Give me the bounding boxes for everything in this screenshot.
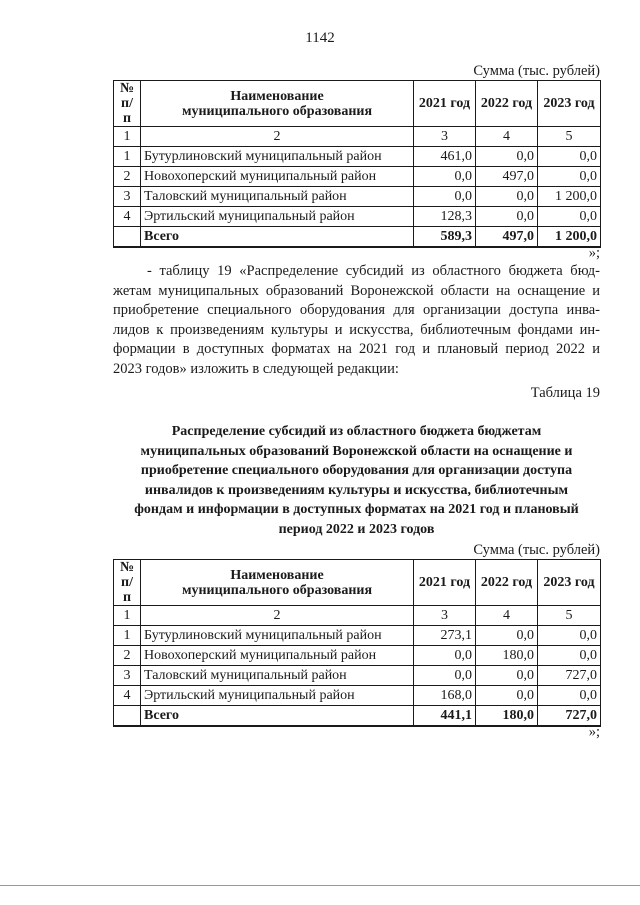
table2: [113, 559, 601, 727]
title-line: фондам и информации в доступных форматах на 2021 год и плановый: [134, 502, 579, 517]
table1-header-row: [114, 81, 601, 127]
value-2022: 0,0: [476, 207, 538, 227]
value-2021: 0,0: [414, 666, 476, 686]
total-empty-cell: [114, 706, 141, 727]
municipality-name: Бутурлиновский муниципальный район: [141, 147, 414, 167]
row-number: 3: [114, 666, 141, 686]
total-empty-cell: [114, 227, 141, 248]
header-name-line2: муниципального образования: [181, 103, 373, 119]
total-row: [114, 227, 601, 248]
total-row: [114, 706, 601, 727]
value-2021: 168,0: [414, 686, 476, 706]
municipality-name: Новохоперский муниципальный район: [141, 167, 414, 187]
title-line: период 2022 и 2023 годов: [278, 521, 435, 537]
value-2021: 0,0: [414, 187, 476, 207]
total-2021: 589,3: [414, 227, 476, 248]
header-no: № п/п: [114, 81, 141, 127]
row-number: 1: [114, 626, 141, 646]
municipality-name: Эртильский муниципальный район: [141, 686, 414, 706]
index-cell: 2: [141, 606, 414, 626]
value-2023: 0,0: [538, 626, 601, 646]
row-number: 3: [114, 187, 141, 207]
total-2022: 497,0: [476, 227, 538, 248]
total-2021: 441,1: [414, 706, 476, 727]
municipality-name: Таловский муниципальный район: [141, 666, 414, 686]
municipality-name: Эртильский муниципальный район: [141, 207, 414, 227]
index-cell: 5: [538, 127, 601, 147]
value-2022: 0,0: [476, 626, 538, 646]
table-row: [114, 207, 601, 227]
header-name: [141, 81, 414, 127]
index-cell: 4: [476, 127, 538, 147]
header-name: [141, 560, 414, 606]
table1-index-row: [114, 127, 601, 147]
table-title: [113, 422, 600, 539]
table2-closing-quote: »;: [588, 724, 600, 740]
total-2022: 180,0: [476, 706, 538, 727]
paragraph-line: формации в доступных форматах на 2021 год и плановый период 2022 и: [113, 341, 600, 358]
header-2022: 2022 год: [476, 81, 538, 127]
table-label: Таблица 19: [530, 385, 600, 401]
municipality-name: Таловский муниципальный район: [141, 187, 414, 207]
table-row: [114, 187, 601, 207]
municipality-name: Бутурлиновский муниципальный район: [141, 626, 414, 646]
value-2023: 0,0: [538, 207, 601, 227]
value-2021: 273,1: [414, 626, 476, 646]
total-2023: 727,0: [538, 706, 601, 727]
table-row: [114, 666, 601, 686]
value-2023: 0,0: [538, 686, 601, 706]
row-number: 2: [114, 646, 141, 666]
table1-closing-quote: »;: [588, 245, 600, 261]
total-label: Всего: [141, 227, 414, 248]
value-2021: 461,0: [414, 147, 476, 167]
row-number: 1: [114, 147, 141, 167]
header-2023: 2023 год: [538, 81, 601, 127]
page-number: 1142: [305, 30, 335, 46]
title-line: приобретение специального оборудования для организации доступа: [140, 463, 573, 478]
header-2022: 2022 год: [476, 560, 538, 606]
table-row: [114, 167, 601, 187]
paragraph-line: лидов к произведениям культуры и искусства, библиотечным фондами ин-: [113, 321, 600, 338]
value-2022: 0,0: [476, 666, 538, 686]
table2-header-row: [114, 560, 601, 606]
index-cell: 4: [476, 606, 538, 626]
header-2021: 2021 год: [414, 560, 476, 606]
value-2023: 727,0: [538, 666, 601, 686]
table-row: [114, 147, 601, 167]
bottom-divider: [0, 885, 640, 886]
value-2022: 0,0: [476, 147, 538, 167]
header-2023: 2023 год: [538, 560, 601, 606]
value-2022: 0,0: [476, 686, 538, 706]
table1: [113, 80, 601, 248]
index-cell: 2: [141, 127, 414, 147]
table1-unit-caption: Сумма (тыс. рублей): [473, 63, 600, 79]
paragraph-line: - таблицу 19 «Распределение субсидий из областного бюджета бюд-: [147, 263, 600, 279]
value-2023: 0,0: [538, 167, 601, 187]
index-cell: 3: [414, 606, 476, 626]
table-row: [114, 646, 601, 666]
paragraph-line: приобретение специального оборудования для организации доступа инва-: [113, 302, 600, 319]
index-cell: 1: [114, 127, 141, 147]
value-2021: 128,3: [414, 207, 476, 227]
value-2023: 0,0: [538, 147, 601, 167]
value-2021: 0,0: [414, 646, 476, 666]
title-line: муниципальных образований Воронежской области на оснащение и: [140, 443, 573, 459]
table2-index-row: [114, 606, 601, 626]
index-cell: 5: [538, 606, 601, 626]
header-no: № п/п: [114, 560, 141, 606]
title-line: Распределение субсидий из областного бюджета бюджетам: [171, 424, 542, 439]
value-2022: 497,0: [476, 167, 538, 187]
total-label: Всего: [141, 706, 414, 727]
value-2023: 1 200,0: [538, 187, 601, 207]
value-2021: 0,0: [414, 167, 476, 187]
row-number: 2: [114, 167, 141, 187]
index-cell: 3: [414, 127, 476, 147]
table2-unit-caption: Сумма (тыс. рублей): [473, 542, 600, 558]
header-name-line1: Наименование: [230, 88, 324, 104]
table-row: [114, 686, 601, 706]
row-number: 4: [114, 686, 141, 706]
row-number: 4: [114, 207, 141, 227]
value-2022: 0,0: [476, 187, 538, 207]
paragraph-line: 2023 годов» изложить в следующей редакции:: [113, 360, 399, 377]
municipality-name: Новохоперский муниципальный район: [141, 646, 414, 666]
paragraph-line: жетам муниципальных образований Воронежской области на оснащение и: [113, 282, 600, 299]
value-2022: 180,0: [476, 646, 538, 666]
header-2021: 2021 год: [414, 81, 476, 127]
title-line: инвалидов к произведениям культуры и искусства, библиотечным: [144, 482, 569, 498]
index-cell: 1: [114, 606, 141, 626]
table-row: [114, 626, 601, 646]
header-name-line1: Наименование: [230, 567, 324, 583]
amendment-paragraph: [113, 262, 600, 380]
value-2023: 0,0: [538, 646, 601, 666]
total-2023: 1 200,0: [538, 227, 601, 248]
header-name-line2: муниципального образования: [181, 582, 373, 598]
